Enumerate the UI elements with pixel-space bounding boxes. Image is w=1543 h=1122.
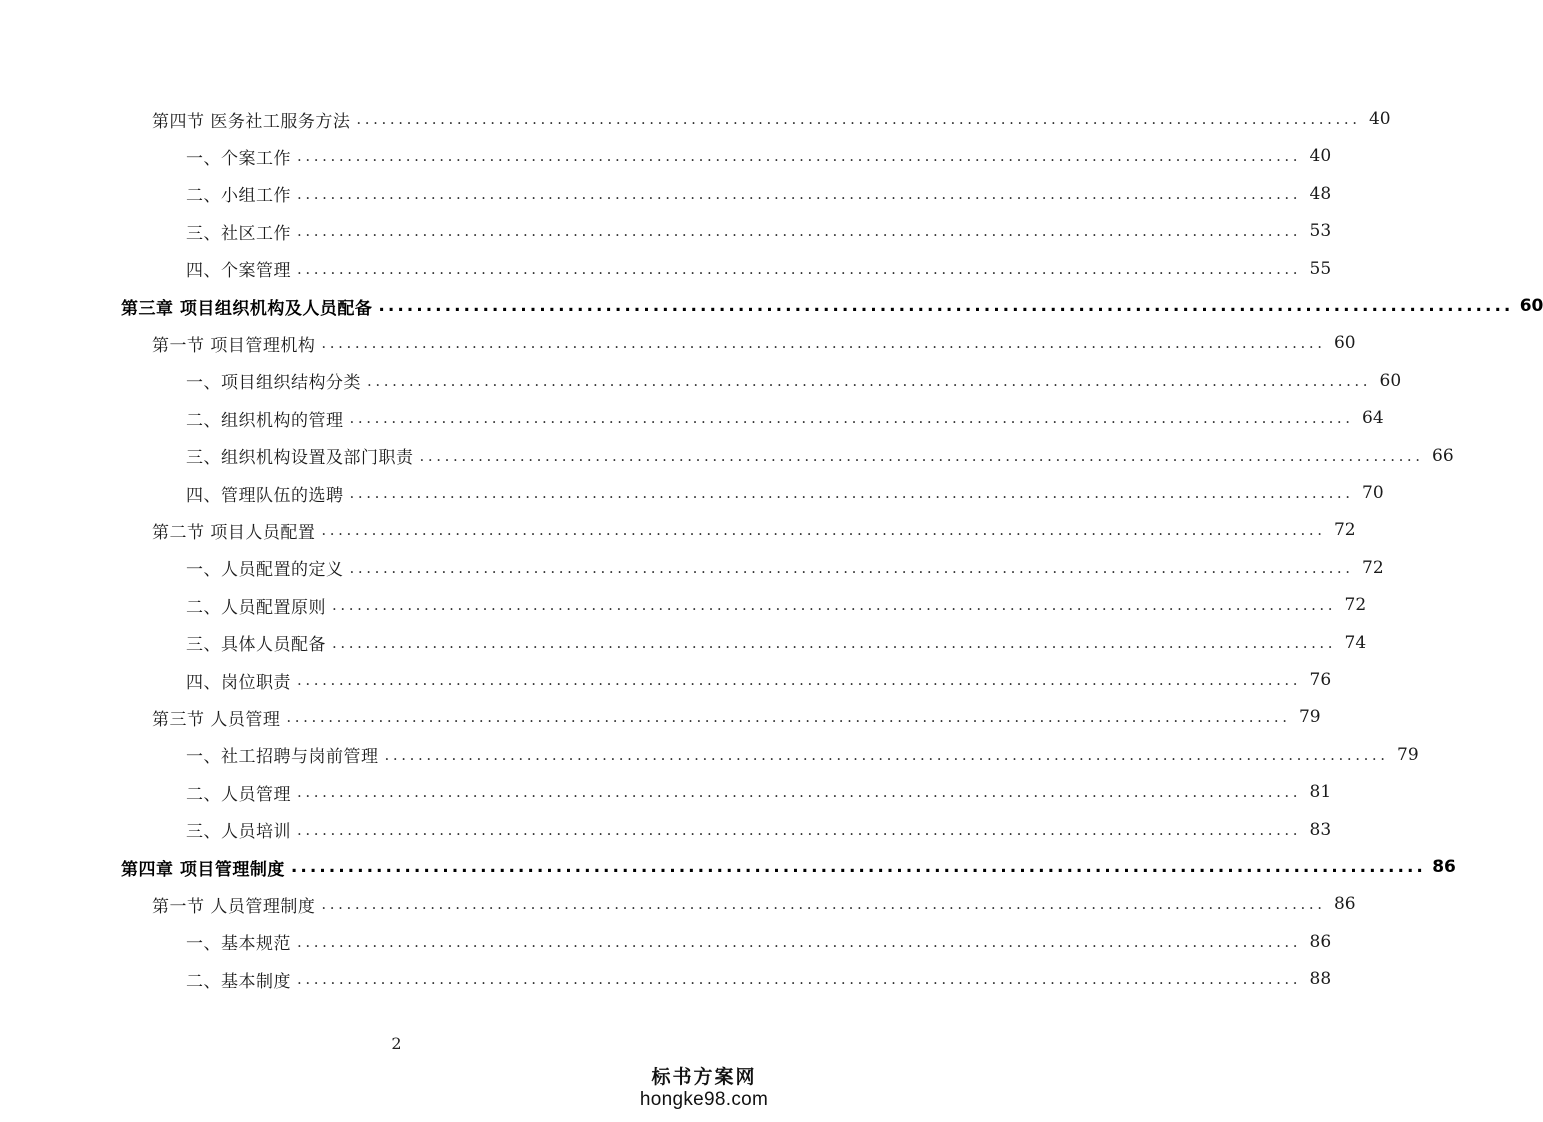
toc-entry-page-number: 64 xyxy=(1362,408,1384,429)
watermark-chinese-text: 标书方案网 xyxy=(651,1066,757,1088)
toc-entry-item[interactable] xyxy=(186,441,1454,471)
toc-entry-label: 一、人员配置的定义 xyxy=(186,560,344,581)
toc-entry-label: 第二节 项目人员配置 xyxy=(152,522,316,543)
toc-leader-dots: ........................................................................................................................ xyxy=(297,259,1302,278)
toc-entry-page-number: 72 xyxy=(1333,520,1356,541)
toc-entry-item[interactable] xyxy=(186,141,1332,171)
toc-entry-item[interactable] xyxy=(186,179,1332,209)
toc-entry-item[interactable] xyxy=(186,777,1332,807)
toc-entry-page-number: 40 xyxy=(1368,109,1391,129)
toc-entry-item[interactable] xyxy=(186,927,1332,957)
toc-entry-section[interactable] xyxy=(152,328,1356,358)
toc-leader-dots: ........................................................................................................................ xyxy=(356,110,1361,128)
toc-entry-label: 第一节 人员管理制度 xyxy=(152,896,316,917)
toc-leader-dots: ........................................................................................................................ xyxy=(332,633,1337,652)
toc-entry-item[interactable] xyxy=(186,590,1367,620)
toc-entry-page-number: 86 xyxy=(1432,857,1456,877)
toc-entry-page-number: 53 xyxy=(1309,221,1332,242)
toc-entry-page-number: 79 xyxy=(1298,707,1321,728)
toc-entry-label: 二、组织机构的管理 xyxy=(186,410,344,431)
toc-leader-dots: ........................................................................................................................ xyxy=(378,296,1514,316)
toc-entry-page-number: 83 xyxy=(1309,819,1332,840)
toc-entry-label: 三、社区工作 xyxy=(186,223,291,244)
toc-entry-page-number: 48 xyxy=(1309,183,1332,204)
toc-leader-dots: ........................................................................................................................ xyxy=(297,932,1302,951)
toc-entry-label: 四、个案管理 xyxy=(186,261,291,282)
toc-entry-label: 四、管理队伍的选聘 xyxy=(186,485,344,506)
toc-entry-page-number: 72 xyxy=(1344,595,1367,616)
toc-entry-label: 一、个案工作 xyxy=(186,148,291,169)
toc-leader-dots: ........................................................................................................................ xyxy=(349,409,1354,428)
toc-entry-page-number: 60 xyxy=(1333,333,1356,354)
toc-leader-dots: ........................................................................................................................ xyxy=(332,596,1337,615)
toc-entry-page-number: 40 xyxy=(1309,146,1332,167)
toc-entry-page-number: 60 xyxy=(1379,370,1402,391)
toc-entry-item[interactable] xyxy=(186,665,1332,695)
toc-entry-label: 第一节 项目管理机构 xyxy=(152,335,316,356)
toc-entry-item[interactable] xyxy=(186,815,1332,845)
toc-leader-dots: ........................................................................................................................ xyxy=(349,558,1354,577)
toc-entry-page-number: 86 xyxy=(1309,931,1332,952)
toc-entry-page-number: 70 xyxy=(1362,483,1384,503)
toc-entry-label: 第四节 医务社工服务方法 xyxy=(152,111,351,132)
toc-leader-dots: ........................................................................................................................ xyxy=(367,371,1372,390)
toc-leader-dots: ........................................................................................................................ xyxy=(297,671,1302,689)
toc-leader-dots: ........................................................................................................................ xyxy=(419,446,1424,465)
toc-leader-dots: ........................................................................................................................ xyxy=(321,334,1326,353)
toc-entry-item[interactable] xyxy=(186,553,1384,583)
page-number: 2 xyxy=(391,1034,402,1053)
toc-entry-label: 三、人员培训 xyxy=(186,822,291,843)
toc-leader-dots: ........................................................................................................................ xyxy=(297,970,1302,989)
toc-entry-item[interactable] xyxy=(186,478,1384,508)
toc-entry-page-number: 74 xyxy=(1344,632,1367,653)
toc-leader-dots: ........................................................................................................................ xyxy=(297,820,1302,839)
toc-leader-dots: ........................................................................................................................ xyxy=(286,708,1291,727)
toc-entry-label: 二、小组工作 xyxy=(186,186,291,207)
toc-entry-label: 第三节 人员管理 xyxy=(152,709,281,730)
toc-entry-page-number: 55 xyxy=(1309,258,1332,279)
toc-leader-dots: ........................................................................................................................ xyxy=(297,222,1302,241)
toc-entry-section[interactable] xyxy=(152,702,1321,732)
toc-entry-item[interactable] xyxy=(186,740,1419,770)
watermark-url-text: hongke98.com xyxy=(639,1089,769,1110)
toc-entry-item[interactable] xyxy=(186,628,1367,658)
toc-entry-label: 一、项目组织结构分类 xyxy=(186,373,361,394)
watermark-logo xyxy=(629,1066,779,1112)
toc-entry-page-number: 66 xyxy=(1432,445,1454,466)
toc-leader-dots: ........................................................................................................................ xyxy=(384,745,1389,764)
toc-leader-dots: ........................................................................................................................ xyxy=(349,484,1354,502)
toc-entry-item[interactable] xyxy=(186,216,1332,246)
toc-entry-chapter[interactable] xyxy=(121,852,1456,882)
toc-entry-label: 第三章 项目组织机构及人员配备 xyxy=(121,298,373,319)
toc-leader-dots: ........................................................................................................................ xyxy=(321,895,1326,914)
toc-leader-dots: ........................................................................................................................ xyxy=(297,184,1302,203)
toc-entry-label: 三、具体人员配备 xyxy=(186,635,326,656)
toc-entry-page-number: 60 xyxy=(1519,296,1543,316)
toc-entry-page-number: 86 xyxy=(1333,894,1356,915)
toc-entry-label: 三、组织机构设置及部门职责 xyxy=(186,448,414,469)
toc-entry-item[interactable] xyxy=(186,964,1332,994)
toc-entry-page-number: 81 xyxy=(1309,782,1332,803)
toc-entry-label: 四、岗位职责 xyxy=(186,672,291,693)
toc-entry-label: 二、基本制度 xyxy=(186,971,291,992)
toc-leader-dots: ........................................................................................................................ xyxy=(290,857,1426,877)
toc-entry-chapter[interactable] xyxy=(121,291,1543,321)
toc-entry-label: 第四章 项目管理制度 xyxy=(121,859,285,880)
toc-entry-page-number: 88 xyxy=(1309,969,1332,990)
toc-entry-label: 一、社工招聘与岗前管理 xyxy=(186,747,379,768)
toc-leader-dots: ........................................................................................................................ xyxy=(321,521,1326,540)
toc-entry-item[interactable] xyxy=(186,254,1332,284)
toc-leader-dots: ........................................................................................................................ xyxy=(297,783,1302,802)
toc-entry-item[interactable] xyxy=(186,403,1384,433)
toc-entry-item[interactable] xyxy=(186,366,1402,396)
toc-entry-label: 一、基本规范 xyxy=(186,934,291,955)
toc-entry-page-number: 72 xyxy=(1362,557,1384,578)
toc-entry-section[interactable] xyxy=(152,515,1356,545)
toc-entry-section[interactable] xyxy=(152,889,1356,919)
toc-entry-page-number: 79 xyxy=(1397,744,1419,765)
toc-entry-label: 二、人员管理 xyxy=(186,784,291,805)
toc-entry-label: 二、人员配置原则 xyxy=(186,597,326,618)
toc-entry-section[interactable] xyxy=(152,104,1391,134)
toc-entry-page-number: 76 xyxy=(1309,670,1332,690)
toc-leader-dots: ........................................................................................................................ xyxy=(297,147,1302,166)
